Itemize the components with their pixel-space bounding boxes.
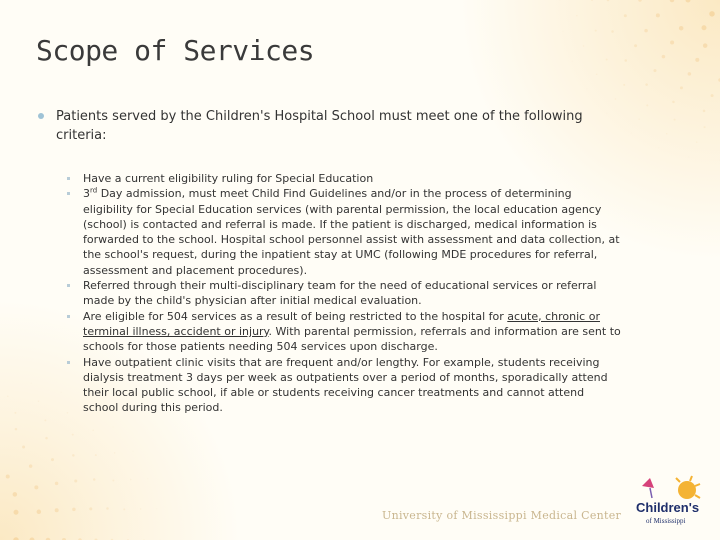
decorative-dot — [55, 482, 59, 486]
decorative-dot — [688, 156, 689, 157]
decorative-dot — [591, 0, 593, 1]
decorative-dot — [674, 119, 676, 121]
decorative-dot — [112, 480, 114, 482]
page-title: Scope of Services — [36, 34, 315, 67]
logo-subtitle: of Mississippi — [646, 517, 686, 525]
decorative-dot — [662, 55, 666, 59]
criteria-text: Are eligible for 504 services as a result of being restricted to the hospital for — [83, 309, 508, 323]
decorative-dot — [634, 44, 637, 47]
decorative-dot — [606, 113, 607, 114]
criteria-list — [62, 171, 622, 416]
decorative-dot — [55, 508, 59, 512]
bullet-icon — [38, 113, 44, 119]
decorative-dot — [559, 0, 560, 1]
decorative-dot — [89, 507, 92, 510]
decorative-dot — [113, 426, 114, 427]
decorative-dot — [644, 29, 648, 33]
criteria-text: 3 — [83, 187, 90, 201]
decorative-dot — [623, 84, 625, 86]
criteria-text: Have outpatient clinic visits that are frequent and/or lengthy. For example, students receiving dialysis treatment 3 days per week as outpatients over a period of months, sporadically attend their local public school, if able or students receiving cancer treatments and cannot attend school during this period. — [83, 355, 608, 415]
decorative-dot — [147, 478, 148, 479]
decorative-dot — [106, 507, 109, 510]
decorative-dot — [14, 510, 19, 515]
criteria-item — [62, 355, 622, 416]
decorative-dot — [572, 61, 573, 62]
criteria-item — [62, 278, 622, 309]
bullet-icon — [67, 361, 70, 364]
decorative-dot — [92, 429, 94, 431]
decorative-dot — [130, 479, 132, 481]
decorative-dot — [704, 126, 706, 128]
decorative-dot — [14, 412, 16, 414]
decorative-dot — [34, 485, 38, 489]
decorative-dot — [607, 0, 610, 1]
decorative-dot — [688, 72, 692, 76]
decorative-dot — [638, 0, 642, 2]
decorative-dot — [15, 428, 18, 431]
decorative-dot — [595, 30, 597, 32]
kite-string-icon — [650, 488, 652, 498]
decorative-dot — [696, 141, 698, 143]
decorative-dot — [702, 25, 707, 30]
decorative-dot — [695, 58, 699, 62]
decorative-dot — [615, 98, 617, 100]
decorative-dot — [653, 69, 656, 72]
decorative-dot — [658, 147, 659, 148]
decorative-dot — [646, 104, 648, 106]
decorative-dot — [680, 86, 683, 89]
criteria-text: rd — [90, 186, 98, 195]
decorative-dot — [562, 31, 563, 32]
decorative-dot — [596, 73, 598, 75]
decorative-dot — [583, 45, 585, 47]
main-bullet — [38, 107, 598, 145]
decorative-dot — [656, 13, 660, 17]
decorative-dot — [7, 395, 9, 397]
decorative-dot — [140, 508, 142, 510]
decorative-dot — [95, 454, 97, 456]
decorative-dot — [72, 434, 74, 436]
decorative-dot — [44, 419, 46, 421]
decorative-dot — [576, 15, 578, 16]
decorative-dot — [709, 11, 715, 17]
decorative-dot — [156, 508, 157, 509]
sun-icon — [678, 481, 696, 499]
decorative-dot — [31, 382, 32, 383]
decorative-dot — [586, 88, 587, 89]
decorative-dot — [72, 454, 75, 457]
decorative-dot — [631, 132, 632, 133]
decorative-dot — [6, 474, 10, 478]
footer-text: University of Mississippi Medical Center — [382, 509, 622, 522]
decorative-dot — [22, 445, 25, 448]
criteria-item — [62, 309, 622, 355]
decorative-dot — [624, 14, 627, 17]
bullet-icon — [67, 192, 70, 195]
kite-icon — [642, 478, 654, 488]
decorative-dot — [132, 451, 133, 452]
criteria-item — [62, 171, 622, 186]
criteria-text: Referred through their multi-disciplinary team for the need of educational services or referral made by the child's physician after initial medical evaluation. — [83, 279, 597, 308]
decorative-dot — [703, 43, 708, 48]
decorative-dot — [51, 458, 54, 461]
decorative-dot — [74, 480, 77, 483]
decorative-dot — [38, 400, 40, 402]
decorative-dot — [670, 0, 675, 2]
criteria-text: . With parental permission, referrals and information are sent to schools for those patients needing 504 services upon discharge. — [83, 324, 621, 354]
decorative-dot — [670, 40, 674, 44]
criteria-text: Have a current eligibility ruling for Special Education — [83, 172, 374, 185]
decorative-dot — [679, 26, 684, 31]
decorative-dot — [703, 110, 706, 113]
decorative-dot — [686, 0, 691, 3]
bullet-icon — [67, 315, 70, 318]
decorative-dot — [72, 508, 76, 512]
decorative-dot — [37, 510, 42, 515]
bullet-icon — [67, 284, 70, 287]
decorative-dot — [638, 118, 640, 120]
decorative-dot — [672, 101, 675, 104]
decorative-dot — [123, 508, 125, 510]
criteria-text: Day admission, must meet Child Find Guidelines and/or in the process of determining eligibility for Special Education services (with parental permission, the local education agency (school) is contacted and referral is made. If the patient is discharged, medical information is forwarded to the school. Hospital school personnel assist with assessment and data collection, at the school's request, during the inpatient stay at UMC (following MDE procedures for referral, assessment and placement procedures). — [83, 187, 620, 277]
decorative-dot — [645, 83, 648, 86]
decorative-dot — [606, 58, 608, 60]
main-bullet-text: Patients served by the Children's Hospital School must meet one of the following criteria: — [56, 109, 583, 143]
decorative-dot — [666, 133, 668, 135]
decorative-dot — [114, 452, 116, 454]
decorative-dot — [13, 492, 18, 497]
logo-name: Children's — [636, 500, 700, 515]
decorative-dot — [625, 59, 628, 62]
decorative-dot — [611, 30, 614, 33]
bullet-icon — [67, 177, 70, 180]
decorative-dot — [711, 94, 714, 97]
decorative-dot — [93, 478, 96, 481]
criteria-item — [62, 186, 622, 278]
decorative-dot — [45, 437, 48, 440]
criteria-text: acute, chronic or terminal illness, accident or injury — [83, 309, 600, 338]
decorative-dot — [29, 464, 33, 468]
